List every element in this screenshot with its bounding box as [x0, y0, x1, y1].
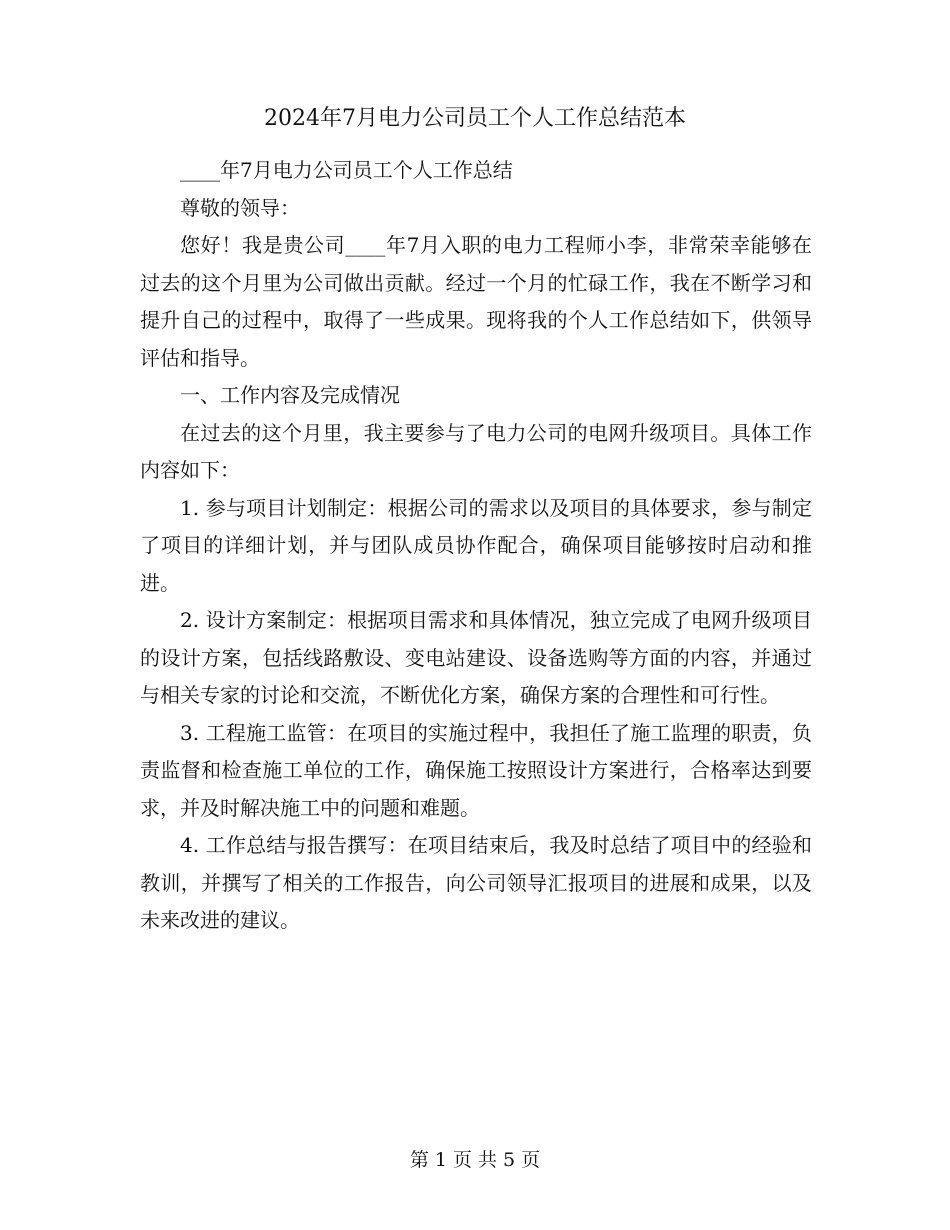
- work-item-1: 1. 参与项目计划制定：根据公司的需求以及项目的具体要求，参与制定了项目的详细计划，并与团队成员协作配合，确保项目能够按时启动和推进。: [140, 495, 812, 595]
- work-item-3: 3. 工程施工监管：在项目的实施过程中，我担任了施工监理的职责，负责监督和检查施工单位的工作，确保施工按照设计方案进行，合格率达到要求，并及时解决施工中的问题和难题。: [140, 720, 812, 820]
- document-title: 2024年7月电力公司员工个人工作总结范本: [264, 106, 686, 131]
- intro-paragraph: 您好！我是贵公司____年7月入职的电力工程师小李，非常荣幸能够在过去的这个月里为公司做出贡献。经过一个月的忙碌工作，我在不断学习和提升自己的过程中，取得了一些成果。现将我的个人工作总结如下，供领导评估和指导。: [140, 233, 812, 370]
- section-heading: 一、工作内容及完成情况: [180, 383, 400, 407]
- work-item-4: 4. 工作总结与报告撰写：在项目结束后，我及时总结了项目中的经验和教训，并撰写了相关的工作报告，向公司领导汇报项目的进展和成果，以及未来改进的建议。: [140, 833, 812, 932]
- work-item-2: 2. 设计方案制定：根据项目需求和具体情况，独立完成了电网升级项目的设计方案，包括线路敷设、变电站建设、设备选购等方面的内容，并通过与相关专家的讨论和交流，不断优化方案，确保方案的合理性和可行性。: [140, 608, 812, 707]
- section-intro-paragraph: 在过去的这个月里，我主要参与了电力公司的电网升级项目。具体工作内容如下：: [140, 420, 812, 482]
- document-body: [140, 152, 812, 940]
- page-number: 第 1 页 共 5 页: [409, 1149, 541, 1171]
- summary-subtitle: ____年7月电力公司员工个人工作总结: [180, 158, 513, 182]
- salutation: 尊敬的领导：: [180, 195, 300, 220]
